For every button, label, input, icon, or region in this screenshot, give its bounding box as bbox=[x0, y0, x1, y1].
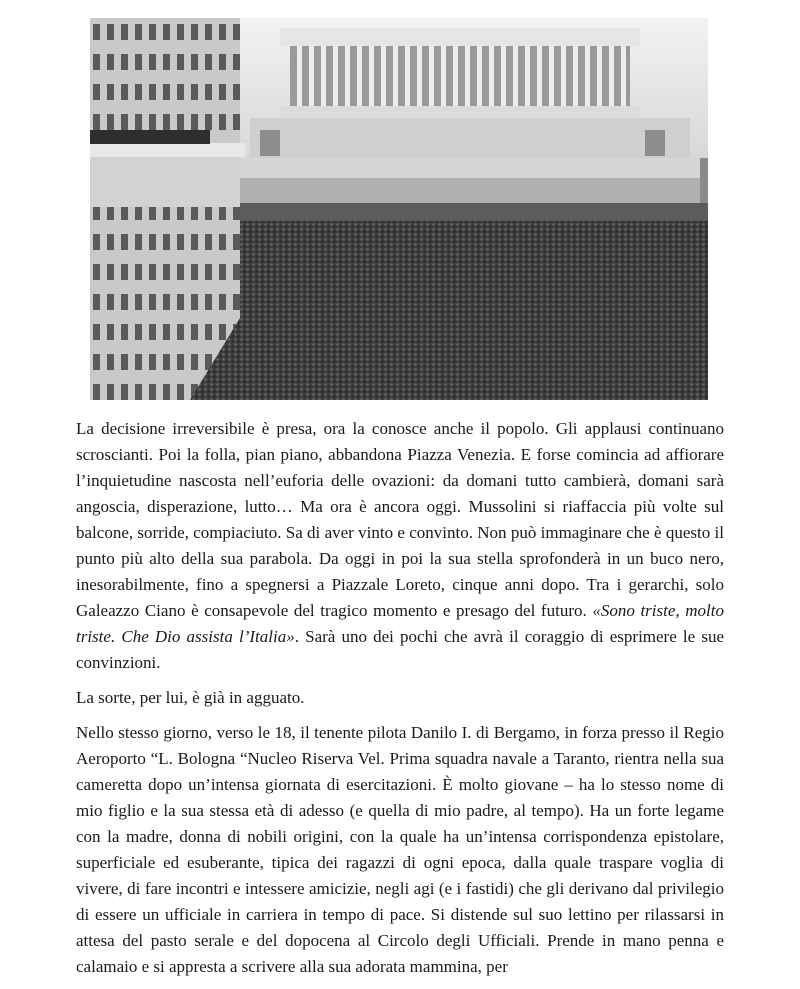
paragraph-2 bbox=[76, 685, 724, 711]
article-body bbox=[76, 416, 724, 989]
historical-photo bbox=[90, 18, 708, 400]
paragraph-3-text: Nello stesso giorno, verso le 18, il tenente pilota Danilo I. di Bergamo, in forza presso il Regio Aeroporto “L. Bologna “Nucleo Riserva Vel. Prima squadra navale a Taranto, rientra nella sua cameretta dopo un’intensa giornata di esercitazioni. È molto giovane – ha lo stesso nome di mio figlio e la sua stessa età di adesso (e quella di mio padre, al tempo). Ha un forte legame con la madre, donna di nobili origini, con la quale ha un’intensa corrispondenza epistolare, superficiale ed esuberante, tipica dei ragazzi di ogni epoca, dalla quale traspare voglia di vivere, di fare incontri e intessere amicizie, negli agi (e i fastidi) che gli derivano dal privilegio di essere un ufficiale in carriera in tempo di pace. Si distende sul suo lettino per rilassarsi in attesa del pasto serale e del dopocena al Circolo degli Ufficiali. Prende in mano penna e calamaio e si appresta a scrivere alla sua adorata mammina, per bbox=[76, 723, 724, 976]
ciano-quote: «Sono triste, molto triste. Che Dio assista l’Italia» bbox=[76, 601, 724, 646]
paragraph-1 bbox=[76, 416, 724, 676]
paragraph-2-text: La sorte, per lui, è già in agguato. bbox=[76, 688, 305, 707]
paragraph-3 bbox=[76, 720, 724, 980]
paragraph-1-text: La decisione irreversibile è presa, ora la conosce anche il popolo. Gli applausi continuano scroscianti. Poi la folla, pian piano, abbandona Piazza Venezia. E forse comincia ad affiorare l’inquietudine nascosta nell’euforia delle ovazioni: da domani tutto cambierà, domani sarà angoscia, disperazione, lutto… Ma ora è ancora oggi. Mussolini si riaffaccia più volte sul balcone, sorride, compiaciuto. Sa di aver vinto e convinto. Non può immaginare che è questo il punto più alto della sua parabola. Da oggi in poi la sua stella sprofonderà in un buco nero, inesorabilmente, fino a spegnersi a Piazzale Loreto, cinque anni dopo. Tra i gerarchi, solo Galeazzo Ciano è consapevole del tragico momento e presago del futuro. bbox=[76, 419, 724, 620]
photo-illustration bbox=[90, 18, 708, 400]
paragraph-1-tail: . Sarà uno dei pochi che avrà il coraggio di esprimere le sue convinzioni. bbox=[76, 627, 725, 672]
